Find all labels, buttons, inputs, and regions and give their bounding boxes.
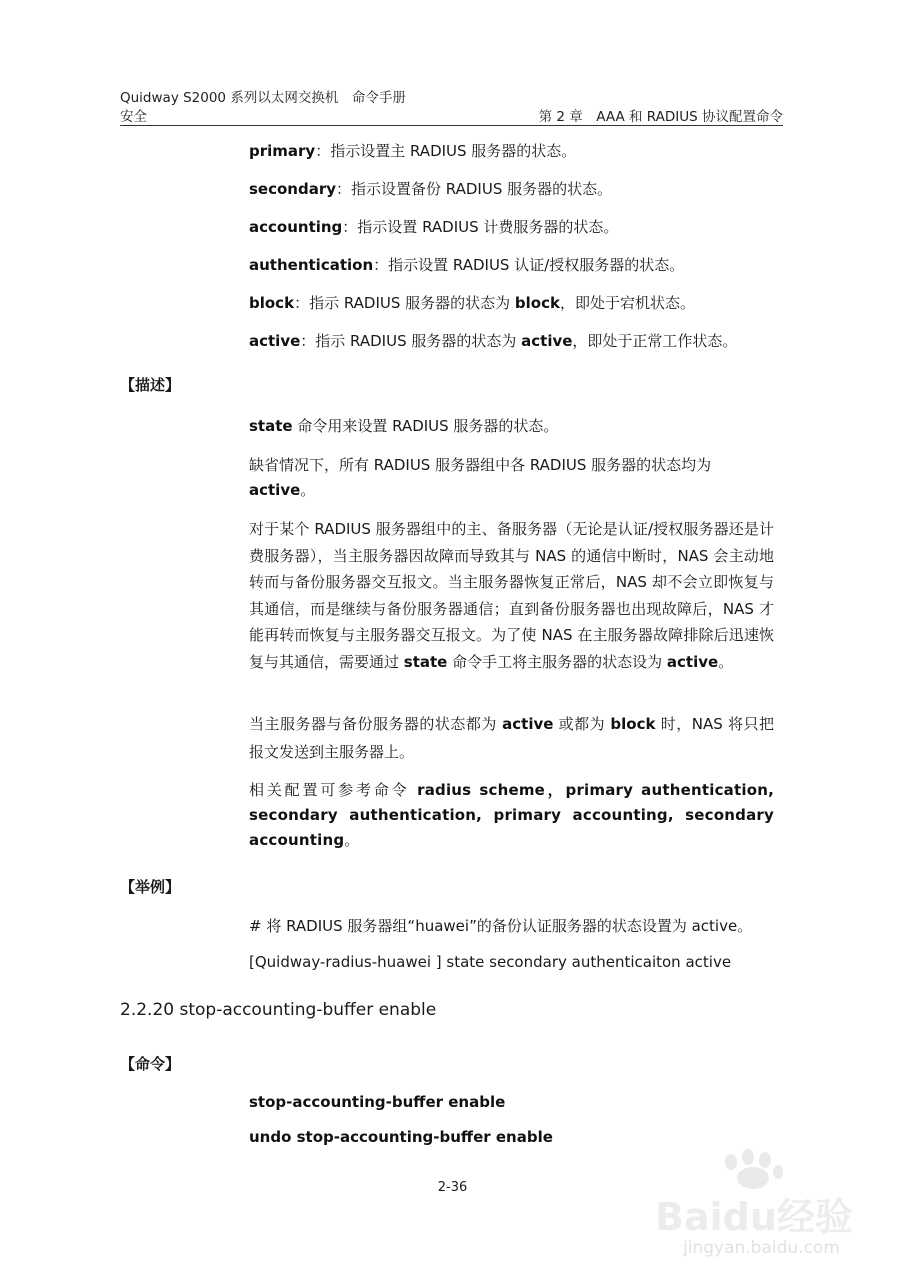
command-line-1: stop-accounting-buffer enable	[249, 1093, 506, 1111]
param-active: active：指示 RADIUS 服务器的状态为 active，即处于正常工作状态。	[249, 332, 738, 350]
param-secondary: secondary：指示设置备份 RADIUS 服务器的状态。	[249, 180, 613, 198]
desc-paragraph-5: 相关配置可参考命令 radius scheme，primary authentication, secondary authentication, primary accounting, secondary accounting。	[249, 781, 774, 849]
baidu-jingyan-watermark	[653, 1148, 853, 1258]
page-number: 2-36	[437, 1180, 468, 1195]
header-chapter: 第 2 章 AAA 和 RADIUS 协议配置命令	[538, 109, 783, 125]
desc-paragraph-1: state 命令用来设置 RADIUS 服务器的状态。	[249, 417, 559, 435]
watermark-logo: Baidu经验	[655, 1195, 853, 1239]
param-authentication: authentication：指示设置 RADIUS 认证/授权服务器的状态。	[249, 256, 685, 274]
section-heading-example: 【举例】	[120, 878, 181, 896]
desc-paragraph-3: 对于某个 RADIUS 服务器组中的主、备服务器（无论是认证/授权服务器还是计费服务器），当主服务器因故障而导致其与 NAS 的通信中断时，NAS 会主动地转而与备份服务器交互报文。当主服务器恢复正常后，NAS 却不会立即恢复与其通信，而是继续与备份服务器通信；直到备份服务器也出现故障后，NAS 才能再转而恢复与主服务器交互报文。为了使 NAS 在主服务器故障排除后迅速恢复与其通信，需要通过 state 命令手工将主服务器的状态设为 active。	[249, 520, 774, 671]
header-divider	[120, 125, 783, 126]
subsection-title: 2.2.20 stop-accounting-buffer enable	[120, 1000, 437, 1020]
desc-paragraph-4: 当主服务器与备份服务器的状态都为 active 或都为 block 时，NAS 将只把报文发送到主服务器上。	[249, 715, 774, 761]
header-manual-title: Quidway S2000 系列以太网交换机 命令手册	[120, 90, 406, 106]
param-primary: primary：指示设置主 RADIUS 服务器的状态。	[249, 142, 577, 160]
desc-paragraph-2: 缺省情况下，所有 RADIUS 服务器组中各 RADIUS 服务器的状态均为 active。	[249, 456, 712, 499]
section-heading-command: 【命令】	[120, 1055, 181, 1073]
example-comment: # 将 RADIUS 服务器组“huawei”的备份认证服务器的状态设置为 active。	[249, 917, 753, 935]
example-command: [Quidway-radius-huawei ] state secondary authenticaiton active	[249, 953, 732, 971]
param-accounting: accounting：指示设置 RADIUS 计费服务器的状态。	[249, 218, 619, 236]
param-block: block：指示 RADIUS 服务器的状态为 block，即处于宕机状态。	[249, 294, 695, 312]
header-section: 安全	[120, 109, 147, 125]
watermark-url: jingyan.baidu.com	[683, 1238, 840, 1258]
section-heading-description: 【描述】	[120, 376, 181, 394]
command-line-2: undo stop-accounting-buffer enable	[249, 1128, 553, 1146]
